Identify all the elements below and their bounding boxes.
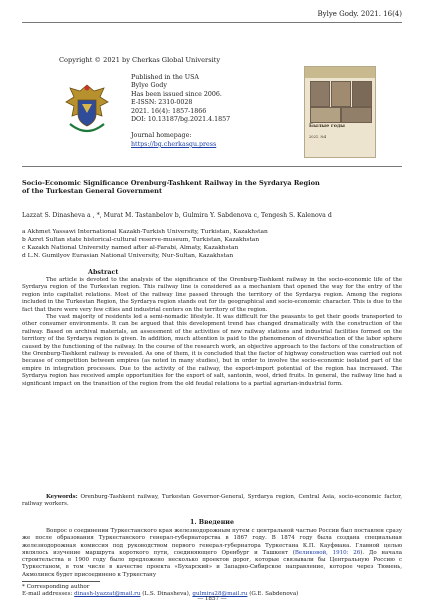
copyright-line: Copyright © 2021 by Cherkas Global University [59, 56, 221, 64]
email-owner: (G.E. Sabdenova) [249, 591, 299, 597]
running-head: Bylye Gody. 2021. 16(4) [317, 10, 402, 18]
issue-pages: 2021. 16(4): 1857-1866 [131, 107, 207, 115]
keywords-label: Keywords: [46, 494, 78, 500]
doi: DOI: 10.13187/bg.2021.4.1857 [131, 116, 231, 124]
publication-info [131, 74, 230, 149]
intro-text: Вопрос о соединении Туркестанского края железнодорожным путем с центральной частью России был поставлен сразу же после образования Туркестанского генерал-губернаторства в 1867 году. В 1874 году была создана специальная железнодорожная комиссия под руководством первого генерал-губернатора Туркестана К.П. Кауфмана. Главной целью являлось изучение маршрута короткого пути, соединяющего Оренбург и Ташкент ( [22, 528, 402, 556]
cover-issue: 2021. №4 [309, 135, 327, 139]
email-label: E-mail addresses: [22, 591, 73, 597]
abstract-body [22, 277, 402, 388]
affiliation: d L.N. Gumilyov Eurasian National University, Nur-Sultan, Kazakhstan [22, 253, 234, 260]
author-list: Lazzat S. Dinasheva a , *, Murat M. Tastanbelov b, Gulmira Y. Sabdenova c, Tengesh S. Kalenova d [22, 212, 332, 219]
keywords-text: Orenburg-Tashkent railway, Turkestan Governor-General, Syrdarya region, Central Asia, socio-economic factor, railway workers. [22, 494, 402, 508]
page-number: ― 1857 ― [197, 596, 227, 602]
cover-photo [352, 81, 372, 107]
affiliation: c Kazakh National University named after al-Farabi, Almaty, Kazakhstan [22, 245, 239, 252]
masthead-rule [22, 166, 402, 167]
homepage-link[interactable]: https://bg.cherkasgu.press [131, 140, 217, 148]
cover-photo [310, 81, 330, 107]
cover-title: Былые годы [309, 123, 345, 129]
abstract-heading: Abstract [88, 268, 119, 276]
crest-icon [60, 82, 114, 140]
cover-photo [341, 107, 372, 123]
issued-since: Has been issued since 2006. [131, 90, 222, 98]
header-rule [22, 22, 402, 23]
corresponding-note: * Corresponding author [22, 584, 90, 590]
abstract-paragraph: The vast majority of residents led a semi-nomadic lifestyle. It was difficult for the peasants to get their goods transported to other consumer environments. It can be argued that this development trend has changed dramatically with the construction of the railway. Based on archival materials, an assessment of the activities of new railway stations and industrial facilities formed on the territory of the Syrdarya region is given. In addition, much attention is paid to the phenomenon of diversification of the labor sphere caused by the functioning of the railway. In the course of the research work, an objective approach to the factors of the construction of the Orenburg-Tashkent railway is revealed. As one of them, it is concluded that the factor of highway construction was carried out not because of competition between empires (as noted in many studies), but in order to involve the socio-economic isolated part of the empire in integration processes. Due to the activity of the railway, the export-import potential of the region has increased. The Syrdarya region has received ample opportunities for the export of salt, santonin, wool, dried fruits. In general, the railway line had a significant impact on the transition of the region from the old feudal relations to a partial agrarian-industrial form. [22, 314, 402, 387]
journal-cover [304, 66, 376, 158]
citation-link[interactable]: Великовой, 1910: 26 [294, 549, 361, 556]
homepage-label: Journal homepage: [131, 132, 192, 140]
abstract-paragraph: The article is devoted to the analysis of the significance of the Orenburg-Tashkent railway in the socio-economic life of the Syrdarya region of the Turkestan region. This railway line is considered as a mechanism that opened the way for the entry of the region into capitalist relations. Most of the railway line passed through the territory of the Syrdarya region. Among the regions included in the Turkestan Region, the Syrdarya region stands out for its geographical and socio-economic character. This is due to the fact that there were very few cities and industrial centers on the territory of the region. [22, 277, 402, 313]
section-heading: 1. Введение [190, 519, 234, 526]
cover-photo [331, 81, 351, 107]
affiliation: b Azret Sultan state historical-cultural reserve-museum, Turkistan, Kazakhstan [22, 237, 260, 244]
cover-band [305, 67, 375, 78]
title-line: of the Turkestan General Government [22, 187, 163, 196]
published-in: Published in the USA [131, 74, 199, 81]
affiliation: a Akhmet Yassawi International Kazakh-Turkish University, Turkistan, Kazakhstan [22, 229, 268, 235]
affiliations [22, 228, 402, 260]
spacer [131, 124, 230, 132]
keywords [22, 494, 402, 509]
email-link[interactable]: dinash-lyazzat@mail.ru [74, 591, 141, 597]
eissn: E-ISSN: 2310-0028 [131, 99, 193, 107]
email-link[interactable]: gulmira28@mail.ru [192, 591, 248, 597]
cover-photo [310, 107, 341, 123]
article-title [22, 179, 402, 196]
footnote-rule [22, 581, 100, 582]
journal-name: Bylye Gody [131, 82, 167, 90]
intro-text: ). До начала строительства в 1900 году было предложено несколько проектов дорог, которые связывали бы Центральную Россию с Туркестаном, в том числе в качестве проекта «Бухарский» и Западно-Сибирское направление, которое через Тюмень, Акмолинск будет присоединено к Туркестану [22, 549, 403, 578]
email-owner: (L.S. Dinasheva), [142, 591, 191, 597]
title-line: Socio-Economic Significance Orenburg-Tashkent Railway in the Syrdarya Region [22, 179, 320, 187]
intro-paragraph [22, 528, 402, 579]
